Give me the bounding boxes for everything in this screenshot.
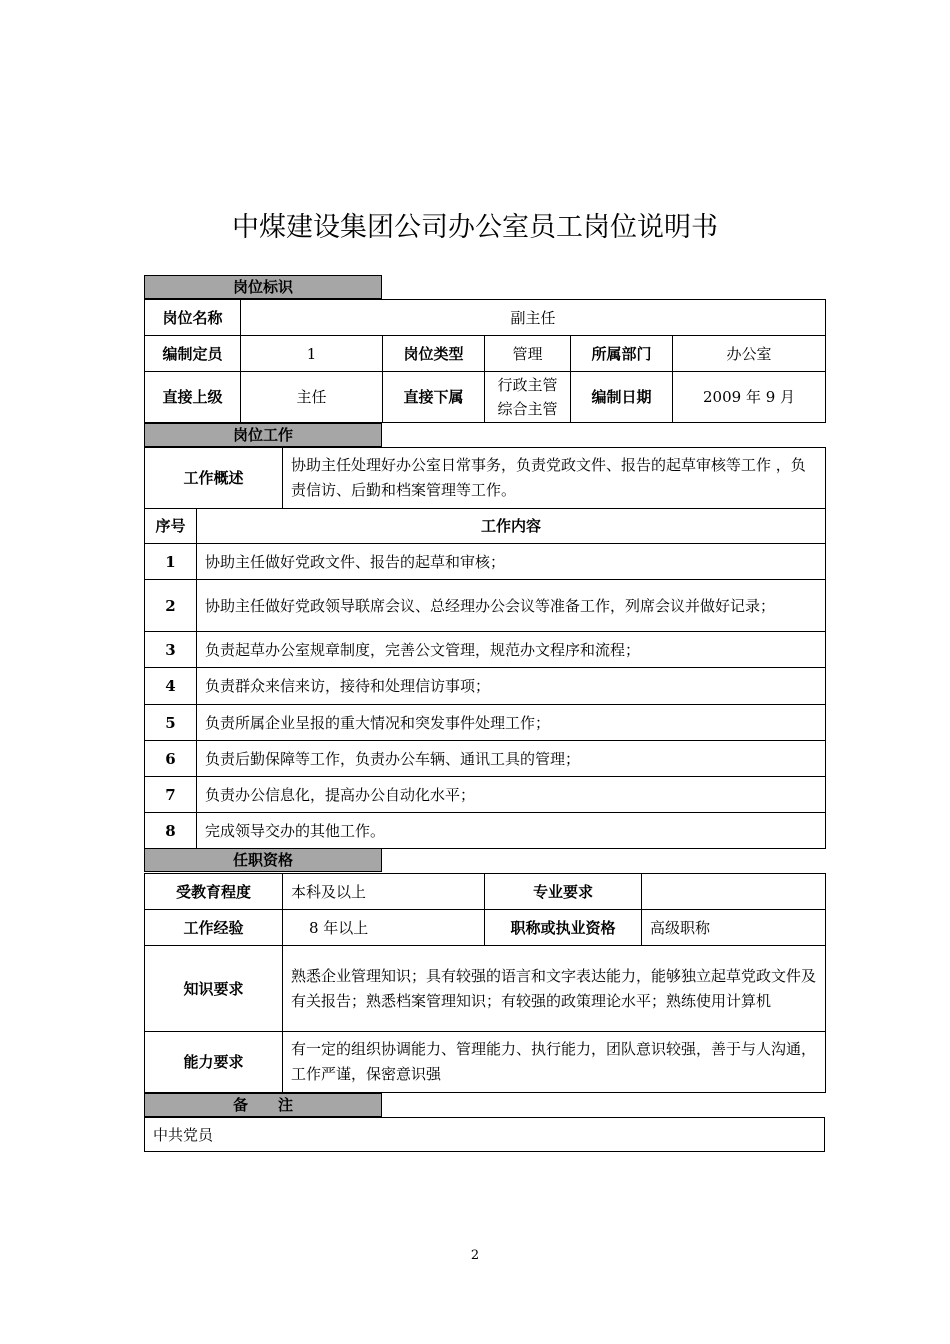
item-text: 负责办公信息化，提高办公自动化水平； [197, 777, 826, 813]
knowledge-label: 知识要求 [145, 946, 283, 1032]
work-summary-value: 协助主任处理好办公室日常事务，负责党政文件、报告的起草审核等工作 ，负责信访、后勤和档案管理等工作。 [283, 448, 826, 509]
no-header: 序号 [145, 509, 197, 544]
item-no: 7 [145, 777, 197, 813]
item-no: 5 [145, 705, 197, 741]
item-text: 负责群众来信来访，接待和处理信访事项； [197, 668, 826, 705]
department-value: 办公室 [673, 336, 826, 372]
table-row [145, 741, 826, 777]
item-no: 3 [145, 632, 197, 668]
qualification-table [144, 873, 825, 1093]
position-type-value: 管理 [485, 336, 571, 372]
date-value: 2009 年 9 月 [673, 372, 826, 423]
work-summary-label: 工作概述 [145, 448, 283, 509]
headcount-value: 1 [241, 336, 383, 372]
subordinate-label: 直接下属 [383, 372, 485, 423]
item-text: 负责起草办公室规章制度，完善公文管理，规范办文程序和流程； [197, 632, 826, 668]
section-header-identity: 岗位标识 [144, 275, 382, 299]
headcount-label: 编制定员 [145, 336, 241, 372]
table-row [145, 668, 826, 705]
remarks-value: 中共党员 [145, 1118, 825, 1152]
date-label: 编制日期 [571, 372, 673, 423]
document-title: 中煤建设集团公司办公室员工岗位说明书 [232, 212, 718, 243]
identity-table [144, 299, 825, 423]
experience-value: 8 年以上 [283, 910, 485, 946]
professional-title-value: 高级职称 [642, 910, 826, 946]
item-text: 负责所属企业呈报的重大情况和突发事件处理工作； [197, 705, 826, 741]
superior-label: 直接上级 [145, 372, 241, 423]
remarks-table [144, 1117, 825, 1152]
item-no: 8 [145, 813, 197, 849]
position-name-label: 岗位名称 [145, 300, 241, 336]
item-text: 完成领导交办的其他工作。 [197, 813, 826, 849]
table-row [145, 632, 826, 668]
department-label: 所属部门 [571, 336, 673, 372]
ability-value: 有一定的组织协调能力、管理能力、执行能力，团队意识较强，善于与人沟通，工作严谨，保密意识强 [283, 1032, 826, 1093]
item-no: 2 [145, 580, 197, 632]
position-type-label: 岗位类型 [383, 336, 485, 372]
position-name-value: 副主任 [241, 300, 826, 336]
table-row [145, 705, 826, 741]
superior-value: 主任 [241, 372, 383, 423]
work-table [144, 447, 825, 849]
page-number: 2 [470, 1248, 480, 1263]
item-no: 1 [145, 544, 197, 580]
major-value [642, 874, 826, 910]
subordinate-line-1: 行政主管 [497, 376, 558, 394]
table-row [145, 777, 826, 813]
table-row [145, 580, 826, 632]
item-text: 协助主任做好党政文件、报告的起草和审核； [197, 544, 826, 580]
ability-label: 能力要求 [145, 1032, 283, 1093]
item-text: 协助主任做好党政领导联席会议、总经理办公会议等准备工作，列席会议并做好记录； [197, 580, 826, 632]
section-header-work: 岗位工作 [144, 423, 382, 447]
professional-title-label: 职称或执业资格 [485, 910, 642, 946]
section-header-qualification: 任职资格 [144, 848, 382, 872]
item-no: 6 [145, 741, 197, 777]
knowledge-value: 熟悉企业管理知识；具有较强的语言和文字表达能力，能够独立起草党政文件及有关报告；熟悉档案管理知识；有较强的政策理论水平；熟练使用计算机 [283, 946, 826, 1032]
table-row [145, 813, 826, 849]
subordinate-line-2: 综合主管 [497, 400, 558, 418]
item-no: 4 [145, 668, 197, 705]
education-value: 本科及以上 [283, 874, 485, 910]
section-header-remarks: 备 注 [144, 1093, 382, 1117]
item-text: 负责后勤保障等工作，负责办公车辆、通讯工具的管理； [197, 741, 826, 777]
table-row [145, 544, 826, 580]
education-label: 受教育程度 [145, 874, 283, 910]
experience-label: 工作经验 [145, 910, 283, 946]
major-label: 专业要求 [485, 874, 642, 910]
subordinate-value [485, 372, 571, 423]
content-header: 工作内容 [197, 509, 826, 544]
